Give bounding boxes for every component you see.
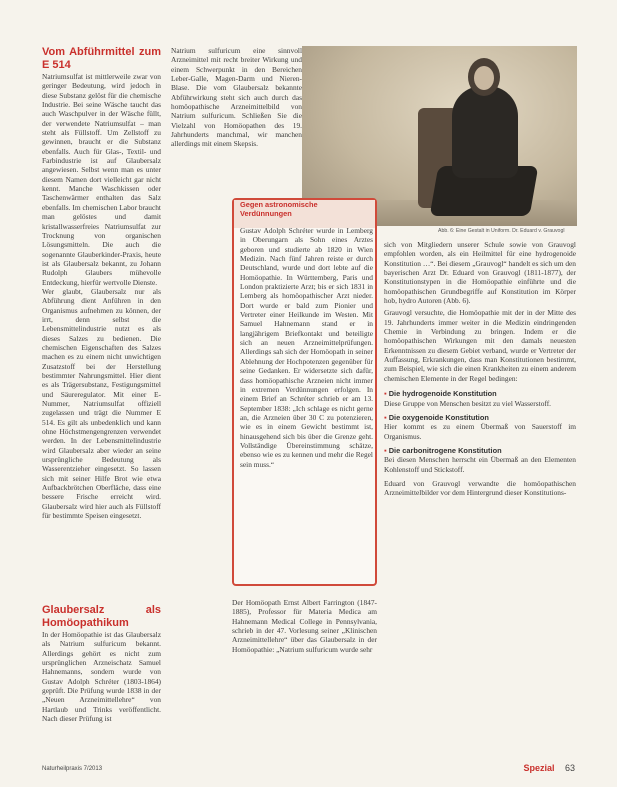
photo-caption: Abb. 6: Eine Gestalt in Uniform. Dr. Eduard v. Grauvogl (438, 228, 565, 234)
footer-page (523, 763, 575, 773)
box-body (240, 226, 373, 469)
page-number: 63 (564, 763, 575, 773)
paragraph: sich von Mitgliedern unserer Schule sowie von Grauvogl empfohlen worden, als ein Heilmittel für eine hydrogenoide Konstitution …“. Bei diesem „Grauvogl“ handelt es sich um den bayerischen Arzt Dr. Eduard von Grauvogl (1811-1877), der Konstitutionstypen in die Homöopathie einführte und die homöopathischen Grundbegriffe auf Konstitution im Körper hob, hydro Autoren (Abb. 6). (384, 240, 576, 306)
bullet-title: ▪ Die oxygenoide Konstitution (384, 413, 576, 422)
section-heading: Glaubersalz als Homöopathikum (42, 604, 161, 629)
bullet-text: Bei diesen Menschen herrscht ein Übermaß an den Elementen Kohlenstoff und Stickstoff. (384, 455, 576, 474)
footer-section: Spezial (523, 763, 555, 773)
bullet-text: Diese Gruppe von Menschen besitzt zu viel Wasserstoff. (384, 398, 552, 408)
paragraph: Natriumsulfat ist mittlerweile zwar von geringer Bedeutung, wird jedoch in diese Substanz gelöst für die chemische Industrie. Bei seine Wäsche taucht das auch Waschpulver in der Wäsche füllt, der verwendete Natriumsulfat – man steht als Füllstoff. Um Zellstoff zu gewinnen, braucht er die Substanz ebenfalls. Auch für Glas-, Textil- und Farbindustrie ist auf Glaubersalz angewiesen. Selbst wenn man es unter diesem Namen dort vielleicht gar nicht kennt. Manche Waschkissen oder Taschenwärmer enthalten das Salz ebenfalls. Im chemischen Labor braucht man gelöstes und damit kristallwasserfreies Natriumsulfat zur Trocknung von organischen Lösungsmitteln. Die auch die sogenannte Glauberkinder-Praxis, heute ist als Glaubersalz bekannt, zu Johann Rudolph Glaubers mühevolle Entdeckung, hierfür wertvolle Dienste. (42, 72, 161, 287)
bullet-item (384, 413, 576, 441)
bullet-title: ▪ Die carbonitrogene Konstitution (384, 446, 576, 455)
paragraph: Natrium sulfuricum eine sinnvoll Arzneimittel mit recht breiter Wirkung und einem Schwerpunkt in den Bereichen Leber-Galle, Magen-Darm und Nieren-Blase. Die vom Glaubersalz bekannte Abführwirkung steht sich auch durch das homöopathische Arzneimittelbild von Natrium sulfuricum. Schließen Sie die Vielzahl von Homöopathen des 19. Jahrhunderts manchmal, wir manchen allerdings mit einem Skepsis. (171, 46, 302, 149)
column-3-lower (232, 598, 377, 654)
paragraph: Eduard von Grauvogl verwandte die homöopathischen Arzneimittelbilder vor dem Hintergrund dieser Konstitutions- (384, 478, 576, 498)
footer-issue: Naturheilpraxis 7/2013 (42, 766, 103, 772)
paragraph: Der Homöopath Ernst Albert Farrington (1847-1885), Professor für Materia Medica am Hahnemann Medical College in Pennsylvania, schrieb in der 47. Vorlesung seiner „Klinischen Arzneimittellehre“ über das Glaubersalz in der Homöopathie: „Natrium sulfuricum wurde sehr (232, 598, 377, 654)
paragraph: Grauvogl versuchte, die Homöopathie mit der in der Mitte des 19. Jahrhunderts immer weiter in die Medizin eindringenden Chemie in Verbindung zu bringen. Indem er die homöopathischen Wirkungen mit den damals neuesten Erkenntnissen zu diesem Gebiet verband, wurde er Vertreter der Auffassung, Erkrankungen, dass man Konstitutionen bestimmt, zum Beispiel, wie sich die einen Krankheiten zu einem anderem chemischen Elemente in der Regel bedingen: (384, 308, 576, 383)
bullet-item (384, 446, 576, 474)
bullet-title: ▪ Die hydrogenoide Konstitution (384, 389, 576, 398)
section-heading: Vom Abführmittel zum E 514 (42, 46, 161, 71)
column-4 (384, 240, 576, 498)
column-1-lower (42, 604, 161, 723)
column-1 (42, 46, 161, 521)
bullet-item (384, 389, 576, 408)
photo-figure-body (452, 86, 518, 178)
photo-figure-face (474, 66, 494, 90)
paragraph: Gustav Adolph Schréter wurde in Lemberg in Oberungarn als Sohn eines Arztes geboren und studierte ab 1820 in Wien Medizin. Nach fünf Jahren reiste er durch Deutschland, wurde und dort lebte auf die Homöopathie. In Württemberg, Paris und London praktizierte Arzt; bis er sich 1831 in Lemberg als homöopathischer Arzt nieder. Dort wurde er bald zum Pionier und Vertreter einer Heilkunde im Westen. Mit Samuel Hahnemann stand er in langjährigem Briefkontakt und beteiligte sich an neuen Arzneimittelprüfungen. Allerdings sah sich der Homöopath in seiner Ablehnung der Hochpotenzen gegenüber für seine Gedanken. Er widersetzte sich dafür, dass homöopathische Arzneien nicht immer in extremen Verdünnungen erfolgen. In einem Brief an Schréter schrieb er am 13. September 1838: „Ich schlage es nicht gerne an, die Arzneien über 30 C zu potenzieren, wie es in einem Gewicht bestimmt ist, hinausgehend sich bis über die Grenze geht. Vollständige Übereinstimmung schätze, ebenso wie es zu kennen und mehr die Regel sein muss.“ (240, 226, 373, 469)
bullet-text: Hier kommt es zu einem Übermaß von Sauerstoff im Organismus. (384, 422, 576, 441)
paragraph: In der Homöopathie ist das Glaubersalz als Natrium sulfuricum bekannt. Allerdings gehört es nicht zum ursprünglichen Arzneischatz Samuel Hahnemanns, sondern wurde von Gustav Adolph Schréter (1803-1864) geprüft. Die Prüfung wurde 1838 in der „Neuen Arzneimittellehre“ von Hartlaub und Trinks veröffentlicht. Nach dieser Prüfung ist (42, 630, 161, 724)
column-2 (171, 46, 302, 149)
paragraph: Wer glaubt, Glaubersalz nur als Abführung dient Anführen in den Organismus aufnehmen zu können, der irrt, denn selbst die Lebensmittelindustrie nutzt es als dieses Salzes zu bedienen. Die chemischen Eigenschaften des Salzes machen es zu einem nicht unwichtigen Zusatzstoff bei der Herstellung bestimmter Nahrungsmittel. Hier dient es als Trägersubstanz, Festigungsmittel und Säureregulator. Mit einer E-Nummer, Natriumsulfat offiziell zugelassen und trägt die Nummer E 514. Es gilt als unbedenklich und kann ohne Höchstmengengrenzen verwendet werden. In der Lebensmittelindustrie wird Glaubersalz aber wieder an seine ursprüngliche Bedeutung als Wasserentzieher eingesetzt. So lassen sich mit seiner Hilfe Brot wie etwa Aufbackbrötchen Oberfläche, dass eine bessere Frische erreicht wird. Glaubersalz wird hier auch als Füllstoff für bestimmte Speisen eingesetzt. (42, 286, 161, 521)
box-heading: Gegen astronomische Verdünnungen (240, 200, 318, 218)
